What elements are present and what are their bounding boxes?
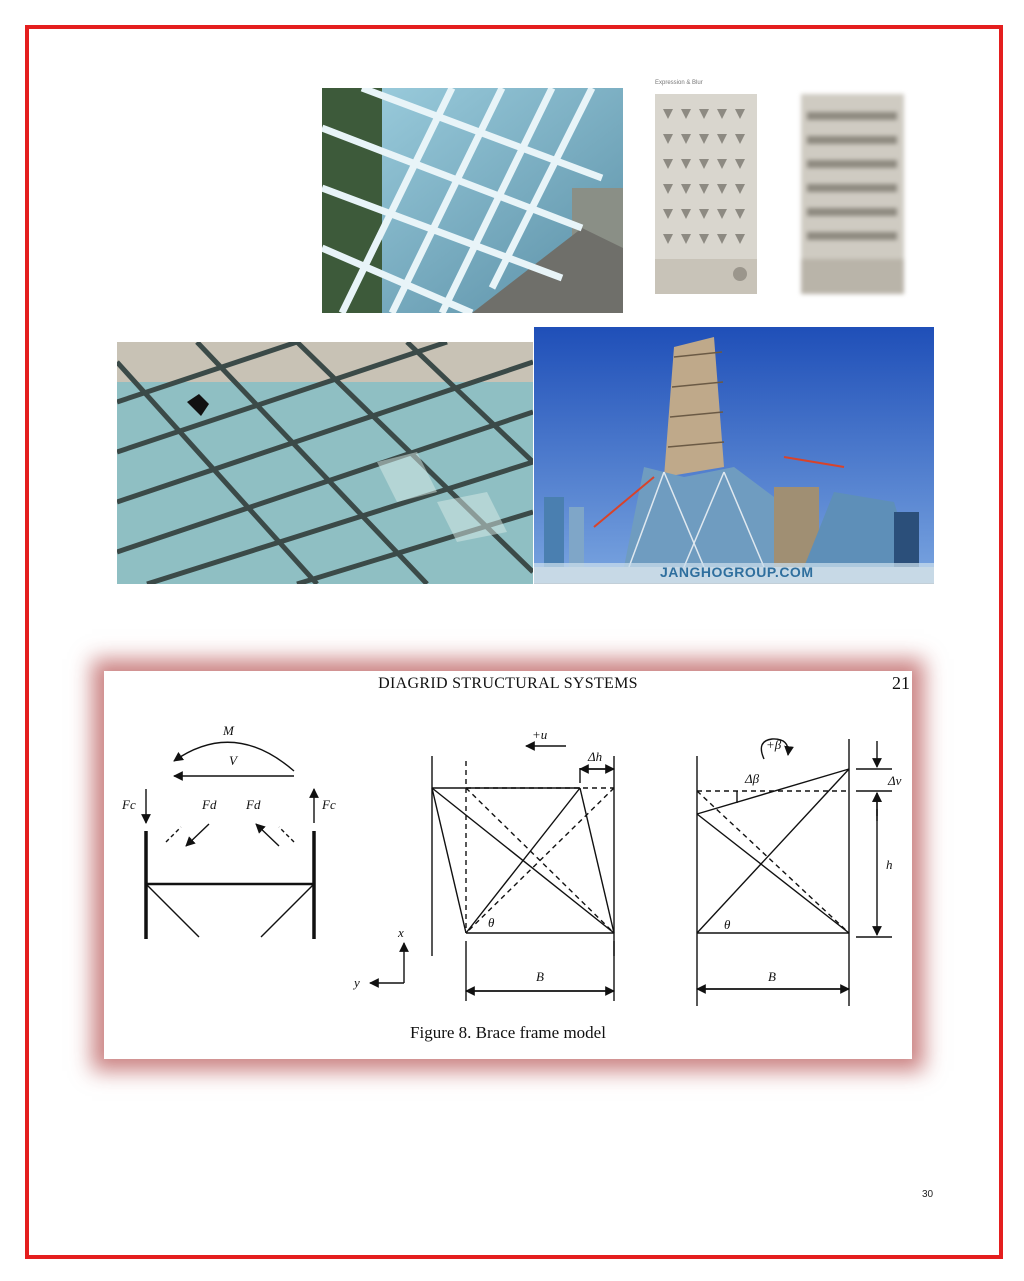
label-plus-u: +u xyxy=(532,727,548,742)
label-b-1: B xyxy=(536,969,544,984)
figure-caption: Figure 8. Brace frame model xyxy=(410,1023,606,1042)
page-number: 30 xyxy=(922,1189,934,1200)
label-shear: V xyxy=(229,753,237,768)
photo-tower-construction xyxy=(534,327,934,584)
figure-header-title: DIAGRID STRUCTURAL SYSTEMS xyxy=(378,675,638,692)
photo-glass-facade xyxy=(322,88,623,313)
label-h: h xyxy=(886,857,893,872)
label-fc-right: Fc xyxy=(322,797,336,812)
label-axis-y: y xyxy=(354,975,360,990)
photo-diagrid-roof-grid xyxy=(117,342,533,584)
thumbnail-caption: Expression & Blur xyxy=(655,80,703,86)
brace-frame-figure xyxy=(104,671,912,1059)
label-theta-1: θ xyxy=(488,915,495,930)
label-moment: M xyxy=(223,723,234,738)
label-axis-x: x xyxy=(398,925,404,940)
watermark-band xyxy=(534,563,934,583)
photo-white-diagrid-building xyxy=(655,94,757,294)
label-delta-h: Δh xyxy=(588,749,603,764)
label-fc-left: Fc xyxy=(122,797,136,812)
label-theta-2: θ xyxy=(724,917,731,932)
label-delta-beta: Δβ xyxy=(745,771,760,786)
figure-header-page: 21 xyxy=(892,673,910,693)
label-delta-v: Δv xyxy=(888,773,902,788)
label-fd-left: Fd xyxy=(202,797,217,812)
watermark-text: JANGHOGROUP.COM xyxy=(660,564,814,580)
photo-blurred-building xyxy=(801,94,904,294)
label-plus-beta: +β xyxy=(766,737,782,752)
label-fd-right: Fd xyxy=(246,797,261,812)
label-b-2: B xyxy=(768,969,776,984)
